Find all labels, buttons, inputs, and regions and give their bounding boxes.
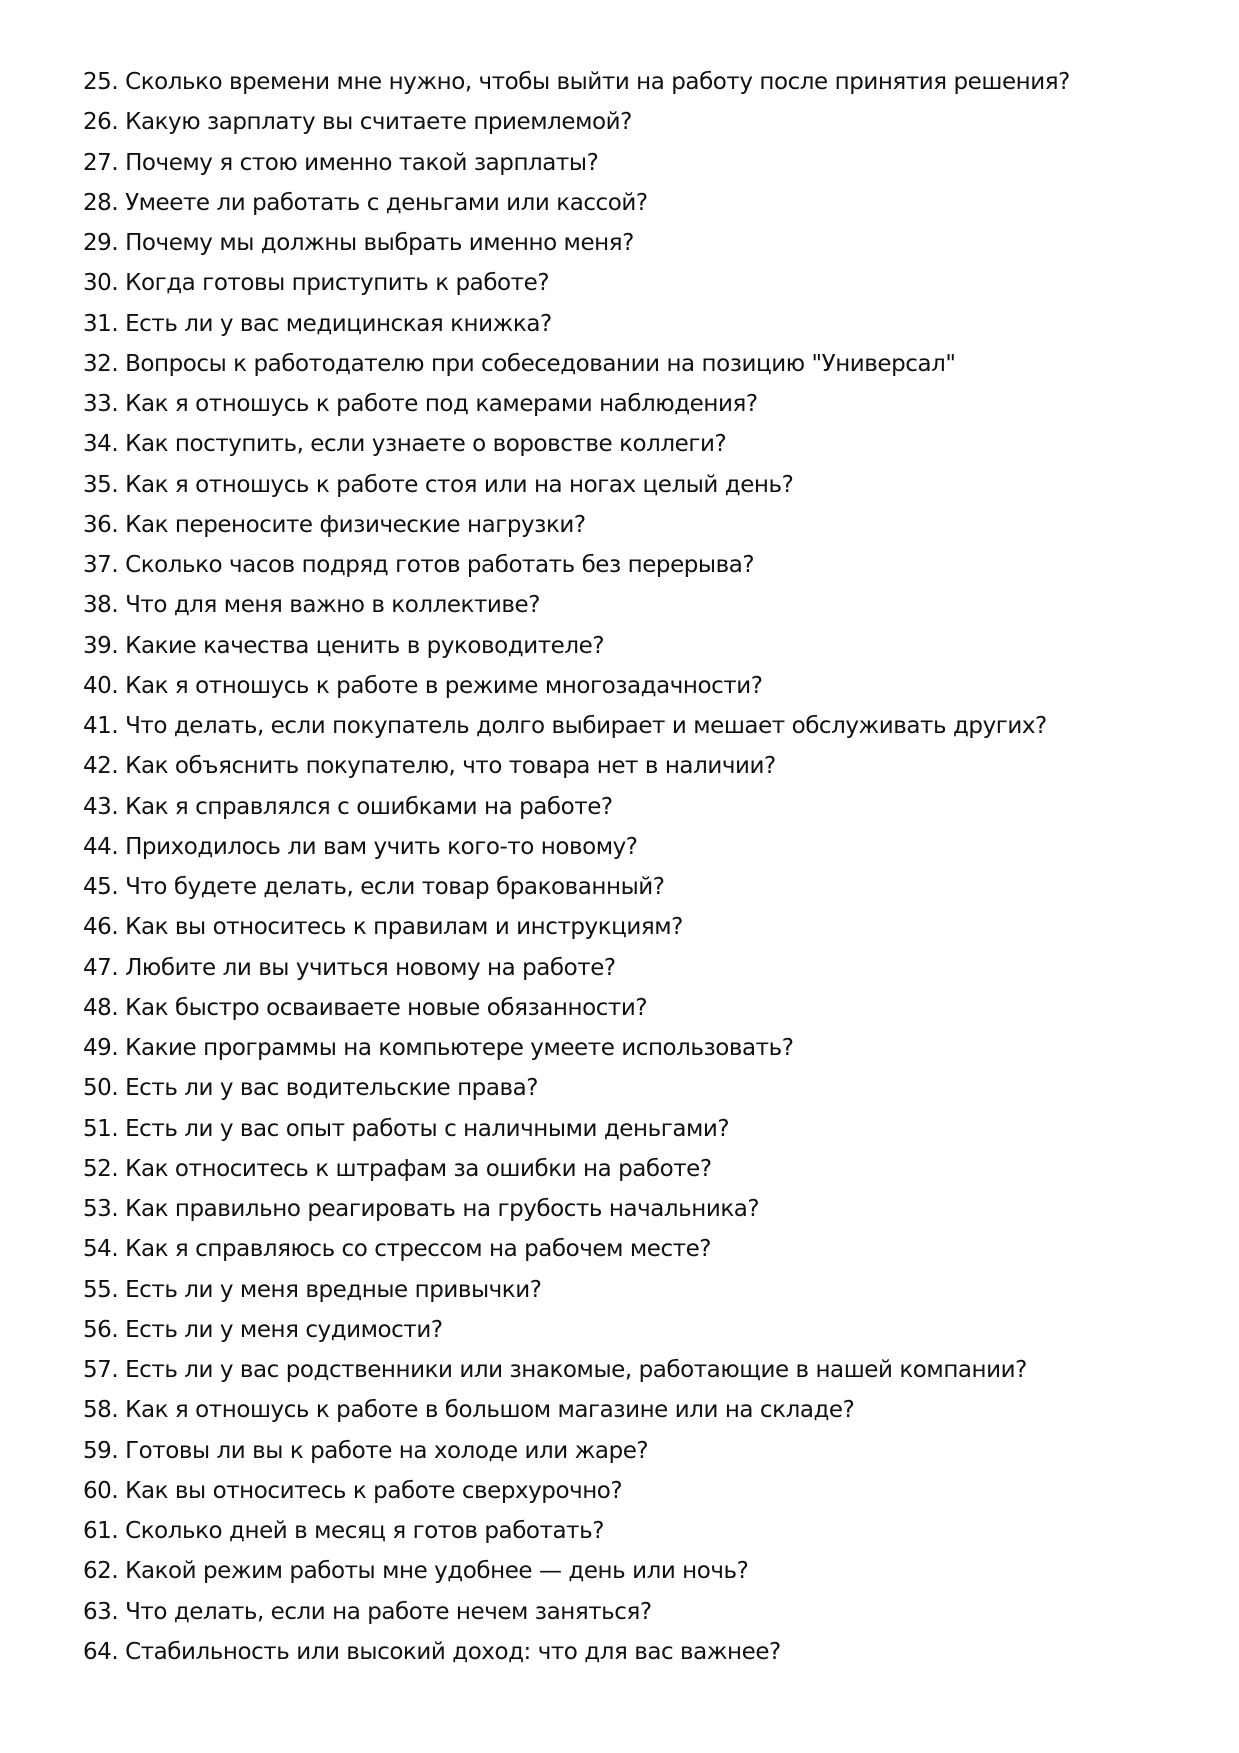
- list-item: 46. Как вы относитесь к правилам и инструкциям?: [83, 914, 683, 941]
- list-item: 59. Готовы ли вы к работе на холоде или жаре?: [83, 1437, 649, 1464]
- list-item: 41. Что делать, если покупатель долго выбирает и мешает обслуживать других?: [83, 713, 1047, 739]
- list-item: 42. Как объяснить покупателю, что товара нет в наличии?: [83, 753, 776, 780]
- list-item: 29. Почему мы должны выбрать именно меня?: [83, 230, 634, 256]
- list-item: 63. Что делать, если на работе нечем заняться?: [83, 1598, 652, 1625]
- list-item: 44. Приходилось ли вам учить кого-то новому?: [83, 833, 638, 860]
- list-item: 40. Как я отношусь к работе в режиме многозадачности?: [83, 672, 763, 699]
- list-item: 35. Как я отношусь к работе стоя или на ногах целый день?: [83, 471, 794, 498]
- list-item: 52. Как относитесь к штрафам за ошибки на работе?: [83, 1155, 712, 1182]
- list-item: 50. Есть ли у вас водительские права?: [83, 1075, 538, 1102]
- list-item: 61. Сколько дней в месяц я готов работать?: [83, 1518, 604, 1544]
- list-item: 34. Как поступить, если узнаете о воровстве коллеги?: [83, 431, 727, 458]
- list-item: 53. Как правильно реагировать на грубость начальника?: [83, 1196, 760, 1222]
- list-item: 48. Как быстро осваиваете новые обязанности?: [83, 994, 648, 1021]
- list-item: 51. Есть ли у вас опыт работы с наличными деньгами?: [83, 1115, 730, 1142]
- list-item: 55. Есть ли у меня вредные привычки?: [83, 1276, 542, 1303]
- list-item: 26. Какую зарплату вы считаете приемлемой?: [83, 109, 632, 136]
- list-item: 62. Какой режим работы мне удобнее — день или ночь?: [83, 1558, 749, 1585]
- list-item: 36. Как переносите физические нагрузки?: [83, 511, 586, 538]
- list-item: 39. Какие качества ценить в руководителе?: [83, 632, 605, 659]
- list-item: 58. Как я отношусь к работе в большом магазине или на складе?: [83, 1397, 855, 1424]
- list-item: 64. Стабильность или высокий доход: что для вас важнее?: [83, 1638, 781, 1665]
- list-item: 28. Умеете ли работать с деньгами или кассой?: [83, 189, 648, 216]
- list-item: 32. Вопросы к работодателю при собеседовании на позицию "Универсал": [83, 350, 956, 377]
- list-item: 25. Сколько времени мне нужно, чтобы выйти на работу после принятия решения?: [83, 69, 1070, 95]
- list-item: 31. Есть ли у вас медицинская книжка?: [83, 310, 552, 337]
- list-item: 37. Сколько часов подряд готов работать без перерыва?: [83, 552, 755, 578]
- question-list: [83, 62, 1183, 1672]
- list-item: 54. Как я справляюсь со стрессом на рабочем месте?: [83, 1236, 712, 1263]
- list-item: 33. Как я отношусь к работе под камерами наблюдения?: [83, 391, 758, 417]
- list-item: 47. Любите ли вы учиться новому на работе?: [83, 954, 616, 981]
- list-item: 56. Есть ли у меня судимости?: [83, 1316, 443, 1343]
- list-item: 27. Почему я стою именно такой зарплаты?: [83, 149, 599, 176]
- list-item: 57. Есть ли у вас родственники или знакомые, работающие в нашей компании?: [83, 1357, 1027, 1383]
- list-item: 45. Что будете делать, если товар бракованный?: [83, 874, 665, 900]
- list-item: 49. Какие программы на компьютере умеете использовать?: [83, 1035, 794, 1061]
- list-item: 43. Как я справлялся с ошибками на работе?: [83, 793, 613, 820]
- list-item: 60. Как вы относитесь к работе сверхурочно?: [83, 1477, 623, 1504]
- list-item: 30. Когда готовы приступить к работе?: [83, 270, 550, 297]
- list-item: 38. Что для меня важно в коллективе?: [83, 592, 540, 619]
